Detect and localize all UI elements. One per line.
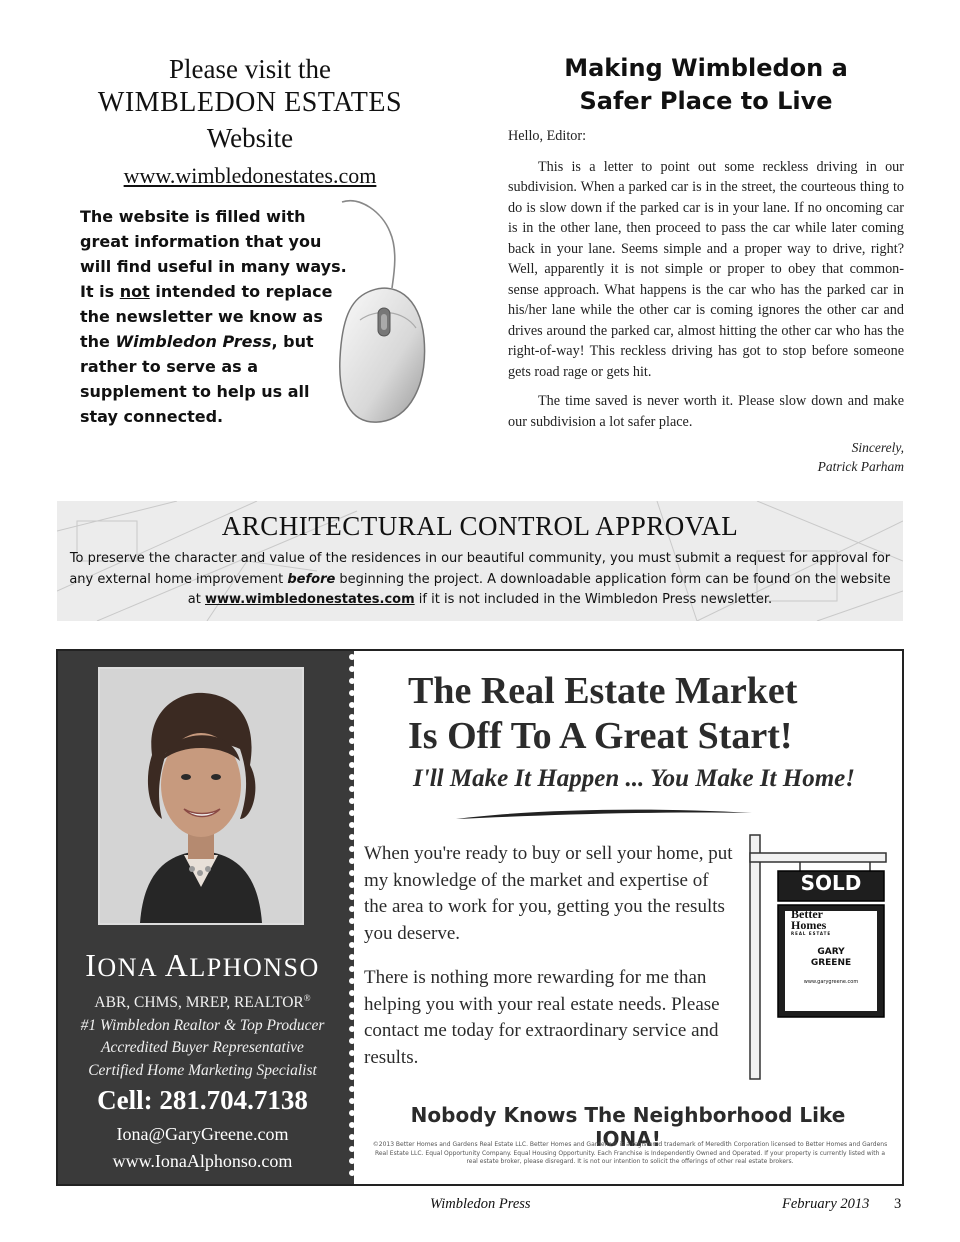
website-promo-heading bbox=[70, 52, 430, 192]
sign-brand bbox=[785, 909, 877, 937]
letter-closing: Sincerely, bbox=[851, 440, 904, 455]
ad-headline-line1: The Real Estate Market bbox=[408, 670, 798, 712]
arch-text-part2: beginning the project. A downloadable application form can be found on the website at bbox=[187, 571, 891, 607]
website-link[interactable]: www.wimbledonestates.com bbox=[123, 163, 377, 188]
architectural-text bbox=[69, 549, 891, 611]
sign-brand-line1: Better bbox=[791, 907, 823, 921]
agent-contact bbox=[58, 1121, 347, 1175]
letter-paragraph: This is a letter to point out some reckless driving in our subdivision. When a parked car is in the street, the courteous thing to do is slow down if the parked car is in your lane. If no oncoming car is in the other lane, then proceed to pass the car while later coming back in your lane. Seems simple and a proper way to drive, right? Well, apparently it is not simple or proper to obey that common-sense approach. What happens is the car who has the parked car in his/her lane while the other car is coming ignores the other car and drives around the parked car, almost hitting the other car who has the right-of-way! This reckless driving has got to stop before someone gets road rage or gets hit. bbox=[508, 158, 904, 380]
agent-name-last: LPHONSO bbox=[189, 953, 320, 982]
sign-brand-line2: Homes bbox=[791, 918, 827, 932]
letter-signoff bbox=[508, 438, 904, 476]
arch-text-part3: if it is not included in the Wimbledon Press newsletter. bbox=[414, 592, 773, 607]
agent-name-initial: I bbox=[85, 947, 98, 983]
ad-pitch-paragraph: There is nothing more rewarding for me than helping you with your real estate needs. Please contact me today for extraordinary service and results. bbox=[364, 967, 720, 1068]
portrait-illustration bbox=[100, 669, 302, 923]
swoosh-divider bbox=[454, 807, 754, 823]
website-desc-part3: , but rather to serve as a supplement to help us all stay connected. bbox=[80, 332, 314, 426]
ad-headline bbox=[408, 669, 838, 759]
registered-mark: ® bbox=[303, 993, 311, 1003]
architectural-title: ARCHITECTURAL CONTROL APPROVAL bbox=[221, 511, 739, 541]
arch-text-part1: To preserve the character and value of the residences in our beautiful community, you must submit a request for approval for any external home improvement bbox=[69, 551, 891, 587]
agent-name-first: ONA bbox=[97, 953, 165, 982]
letter-title-line2: Safer Place to Live bbox=[579, 87, 833, 115]
sign-brand-line3: REAL ESTATE bbox=[791, 931, 832, 936]
visit-line3: Website bbox=[206, 123, 294, 153]
footer-publication: Wimbledon Press bbox=[430, 1196, 531, 1212]
sign-sold-text: SOLD bbox=[800, 871, 862, 895]
architectural-control-banner bbox=[57, 501, 903, 621]
agent-cell-phone[interactable]: Cell: 281.704.7138 bbox=[97, 1085, 308, 1115]
ad-slogan: Nobody Knows The Neighborhood Like IONA! bbox=[410, 1103, 846, 1151]
sign-gary-line1: GARY bbox=[817, 947, 845, 957]
sign-gary-greene bbox=[785, 947, 877, 969]
letter-signature: Patrick Parham bbox=[817, 459, 904, 474]
agent-title-1: #1 Wimbledon Realtor & Top Producer bbox=[80, 1016, 325, 1034]
ad-tagline: I'll Make It Happen ... You Make It Home! bbox=[413, 765, 855, 792]
computer-mouse-icon bbox=[320, 188, 430, 428]
agent-credentials bbox=[58, 987, 347, 1082]
ad-fine-print: ©2013 Better Homes and Gardens Real Estate LLC. Better Homes and Gardens® is a registered trademark of Meredith Corporation licensed to Better Homes and Gardens Real Estate LLC. Equal Opportunity Company. Equal Housing Opportunity. Each Franchise is Independently Owned and Operated. If your property is currently listed with a real estate broker, please disregard. It is not our intention to solicit the offerings of other real estate brokers. bbox=[372, 1141, 888, 1165]
perforated-edge bbox=[342, 651, 354, 1184]
letter-paragraph: The time saved is never worth it. Please slow down and make our subdivision a lot safer place. bbox=[508, 393, 904, 430]
letter-title bbox=[508, 52, 904, 118]
agent-designations-text: ABR, CHMS, MREP, REALTOR bbox=[94, 994, 304, 1012]
letter-to-editor bbox=[508, 126, 904, 476]
agent-name-initial: A bbox=[164, 947, 190, 983]
letter-greeting: Hello, Editor: bbox=[508, 128, 587, 144]
website-desc-part1: The website is filled with great information that you will find useful in many ways. It is bbox=[80, 207, 347, 301]
agent-website[interactable]: www.IonaAlphonso.com bbox=[112, 1151, 293, 1171]
agent-title-3: Certified Home Marketing Specialist bbox=[88, 1061, 317, 1079]
website-desc-not: not bbox=[119, 282, 150, 301]
page-number: 3 bbox=[894, 1196, 902, 1212]
agent-title-2: Accredited Buyer Representative bbox=[101, 1039, 304, 1057]
letter-title-line1: Making Wimbledon a bbox=[564, 54, 848, 82]
ad-message-panel bbox=[358, 651, 902, 1184]
website-desc-press: Wimbledon Press bbox=[115, 332, 272, 351]
arch-website-link[interactable]: www.wimbledonestates.com bbox=[205, 592, 415, 607]
arch-text-before: before bbox=[287, 571, 336, 587]
website-description bbox=[80, 204, 350, 429]
sign-url: www.garygreene.com bbox=[803, 979, 859, 985]
footer-date: February 2013 bbox=[782, 1196, 870, 1212]
agent-email[interactable]: Iona@GaryGreene.com bbox=[116, 1124, 289, 1144]
ad-pitch-paragraph: When you're ready to buy or sell your home, put my knowledge of the market and expertise of the area to work for you, getting you the results you deserve. bbox=[364, 843, 733, 944]
sign-gary-line2: GREENE bbox=[810, 958, 852, 968]
agent-portrait-photo bbox=[98, 667, 304, 925]
website-desc-part2: intended to replace the newsletter we know as the bbox=[80, 282, 333, 351]
agent-designations bbox=[58, 987, 347, 1015]
ad-headline-line2: Is Off To A Great Start! bbox=[408, 715, 793, 757]
visit-line1: Please visit the bbox=[169, 54, 331, 84]
visit-line2: WIMBLEDON ESTATES bbox=[97, 87, 403, 118]
realtor-advertisement bbox=[56, 649, 904, 1186]
agent-panel bbox=[58, 651, 347, 1184]
agent-name bbox=[58, 947, 347, 984]
